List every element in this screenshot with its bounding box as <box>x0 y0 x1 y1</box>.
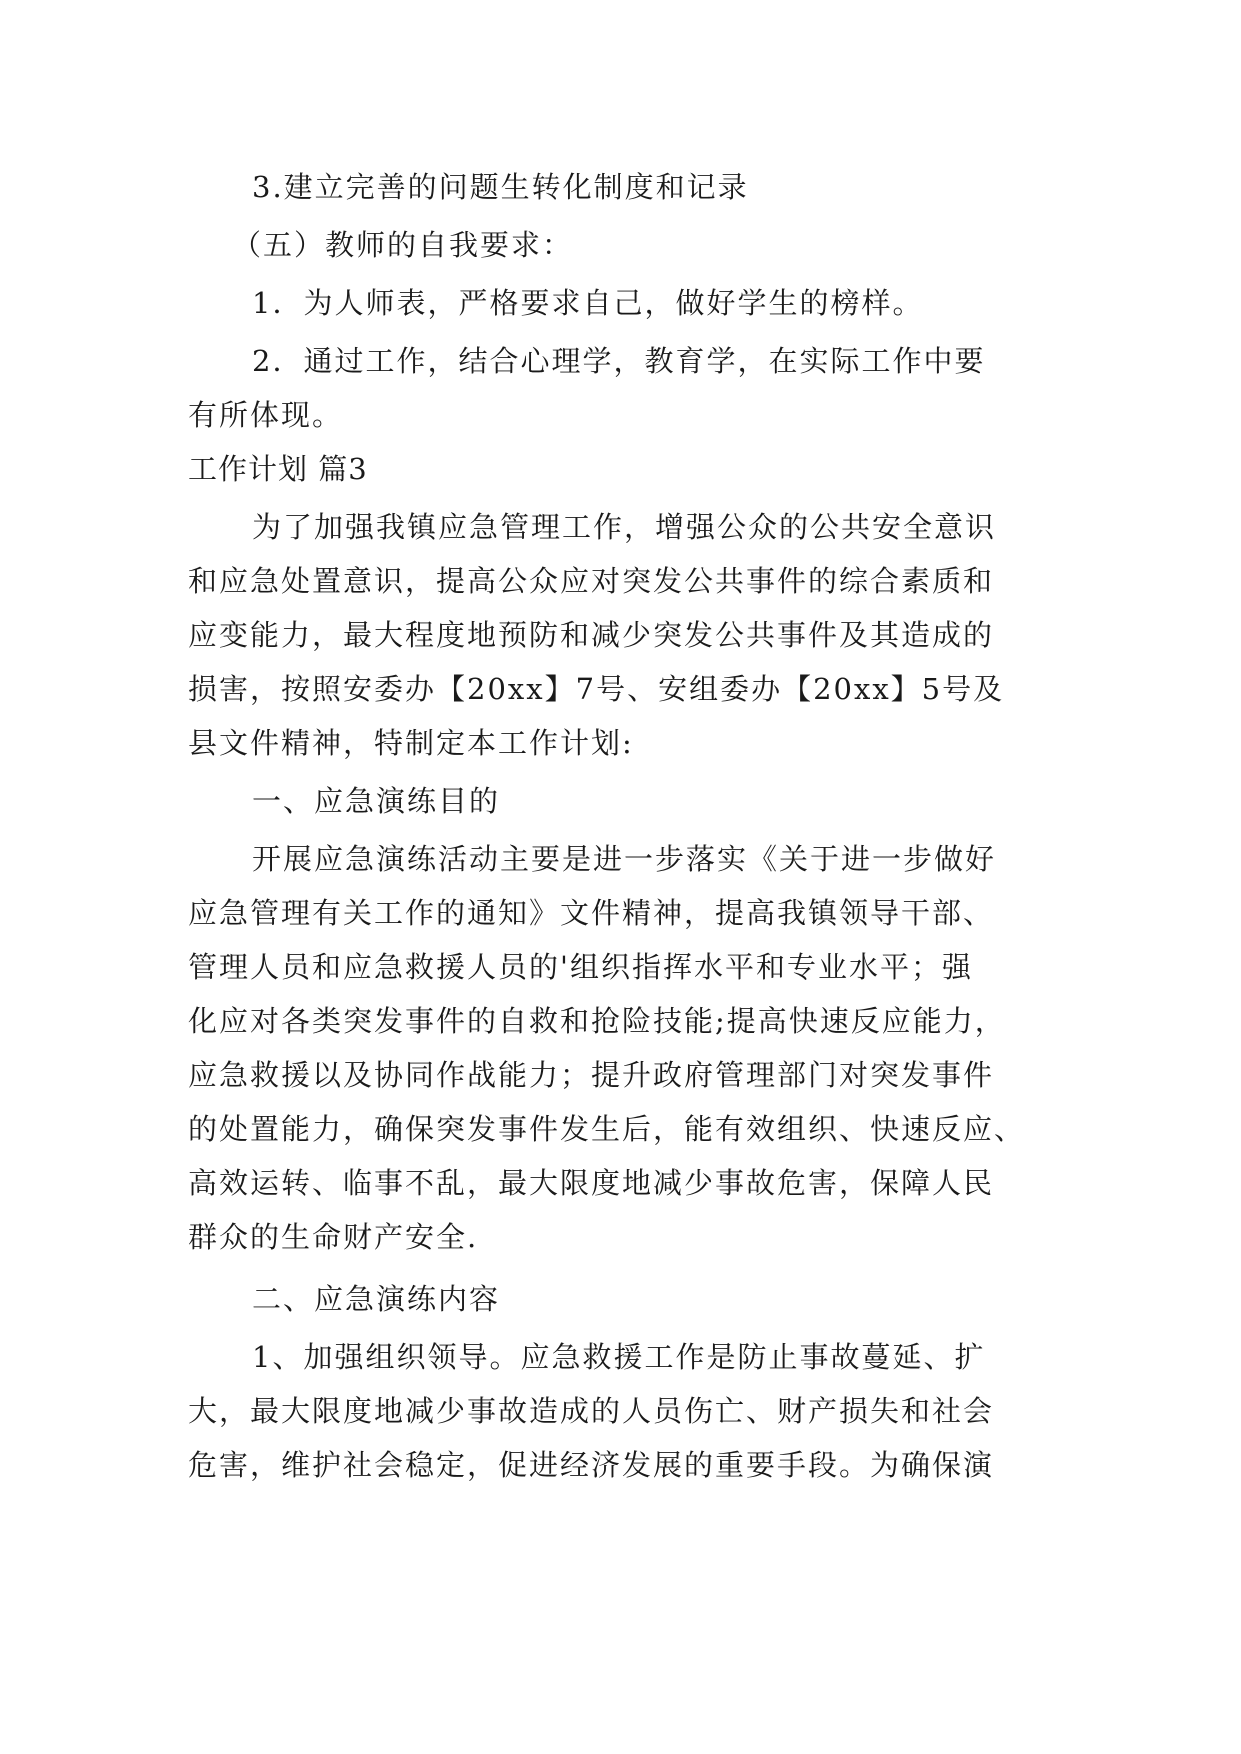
text-line: 1、加强组织领导。应急救援工作是防止事故蔓延、扩 <box>252 1340 986 1374</box>
text-line: 有所体现。 <box>188 398 344 432</box>
text-line: 大，最大限度地减少事故造成的人员伤亡、财产损失和社会 <box>188 1394 995 1428</box>
text-line: 应变能力，最大程度地预防和减少突发公共事件及其造成的 <box>188 618 995 652</box>
text-line: 损害，按照安委办【20xx】7号、安组委办【20xx】5号及 <box>188 672 1005 706</box>
text-line: 应急管理有关工作的通知》文件精神，提高我镇领导干部、 <box>188 896 995 930</box>
text-line: 县文件精神，特制定本工作计划: <box>188 726 634 760</box>
text-line: 2．通过工作，结合心理学，教育学，在实际工作中要 <box>252 344 986 378</box>
text-line: 管理人员和应急救援人员的'组织指挥水平和专业水平；强 <box>188 950 973 984</box>
text-line: 为了加强我镇应急管理工作，增强公众的公共安全意识 <box>252 510 997 544</box>
text-line: 化应对各类突发事件的自救和抢险技能;提高快速反应能力， <box>188 1004 1006 1038</box>
text-line: 高效运转、临事不乱，最大限度地减少事故危害，保障人民 <box>188 1166 995 1200</box>
text-line: 的处置能力，确保突发事件发生后，能有效组织、快速反应、 <box>188 1112 1026 1146</box>
text-line: 应急救援以及协同作战能力；提升政府管理部门对突发事件 <box>188 1058 995 1092</box>
section-heading: 一、应急演练目的 <box>252 784 501 818</box>
section-heading: （五）教师的自我要求： <box>232 228 574 262</box>
section-title: 工作计划 篇3 <box>188 452 368 486</box>
text-line: 3.建立完善的问题生转化制度和记录 <box>252 170 749 204</box>
text-line: 群众的生命财产安全. <box>188 1220 479 1254</box>
document-body <box>188 160 1058 1492</box>
section-heading: 二、应急演练内容 <box>252 1282 501 1316</box>
text-line: 和应急处置意识，提高公众应对突发公共事件的综合素质和 <box>188 564 995 598</box>
text-line: 1．为人师表，严格要求自己，做好学生的榜样。 <box>252 286 924 320</box>
text-line: 开展应急演练活动主要是进一步落实《关于进一步做好 <box>252 842 997 876</box>
text-line: 危害，维护社会稳定，促进经济发展的重要手段。为确保演 <box>188 1448 995 1482</box>
